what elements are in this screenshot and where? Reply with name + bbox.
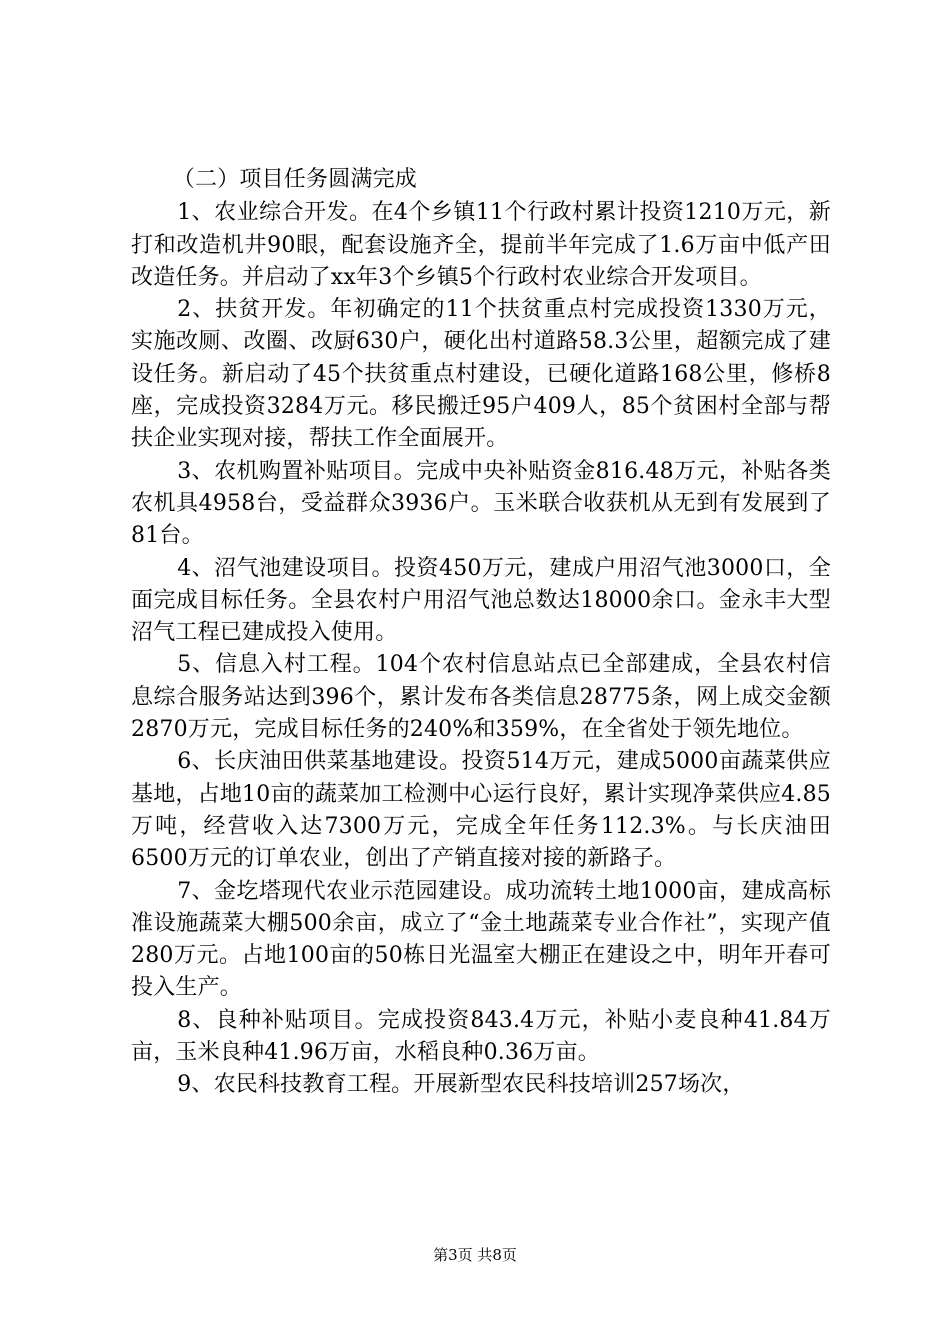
paragraph-4: 4、沼气池建设项目。投资450万元，建成户用沼气池3000口，全面完成目标任务。全县农村户用沼气池总数达18000余口。金永丰大型沼气工程已建成投入使用。 bbox=[131, 555, 831, 646]
paragraph-8: 8、良种补贴项目。完成投资843.4万元，补贴小麦良种41.84万亩，玉米良种41.96万亩，水稻良种0.36万亩。 bbox=[131, 1007, 831, 1066]
paragraph-1: 1、农业综合开发。在4个乡镇11个行政村累计投资1210万元，新打和改造机井90眼，配套设施齐全，提前半年完成了1.6万亩中低产田改造任务。并启动了xx年3个乡镇5个行政村农业综合开发项目。 bbox=[131, 200, 831, 290]
page-footer: 第3页 共8页 bbox=[433, 1246, 517, 1264]
paragraph-9: 9、农民科技教育工程。开展新型农民科技培训257场次， bbox=[177, 1072, 745, 1098]
paragraph-5: 5、信息入村工程。104个农村信息站点已全部建成，全县农村信息综合服务站达到396个，累计发布各类信息28775条，网上成交金额2870万元，完成目标任务的240%和359%，在全省处于领先地位。 bbox=[131, 652, 831, 743]
document-body bbox=[131, 164, 831, 1102]
paragraph-7: 7、金圪塔现代农业示范园建设。成功流转土地1000亩，建成高标准设施蔬菜大棚500余亩，成立了“金土地蔬菜专业合作社”，实现产值280万元。占地100亩的50栋日光温室大棚正在建设之中，明年开春可投入生产。 bbox=[131, 878, 831, 1001]
paragraph-6: 6、长庆油田供菜基地建设。投资514万元，建成5000亩蔬菜供应基地，占地10亩的蔬菜加工检测中心运行良好，累计实现净菜供应4.85万吨，经营收入达7300万元，完成全年任务112.3%。与长庆油田6500万元的订单农业，创出了产销直接对接的新路子。 bbox=[131, 749, 831, 872]
paragraph-2: 2、扶贫开发。年初确定的11个扶贫重点村完成投资1330万元，实施改厕、改圈、改厨630户，硬化出村道路58.3公里，超额完成了建设任务。新启动了45个扶贫重点村建设，已硬化道路168公里，修桥8座，完成投资3284万元。移民搬迁95户409人，85个贫困村全部与帮扶企业实现对接，帮扶工作全面展开。 bbox=[131, 297, 831, 452]
section-heading: （二）项目任务圆满完成 bbox=[172, 167, 417, 192]
paragraph-3: 3、农机购置补贴项目。完成中央补贴资金816.48万元，补贴各类农机具4958台，受益群众3936户。玉米联合收获机从无到有发展到了81台。 bbox=[131, 458, 831, 549]
